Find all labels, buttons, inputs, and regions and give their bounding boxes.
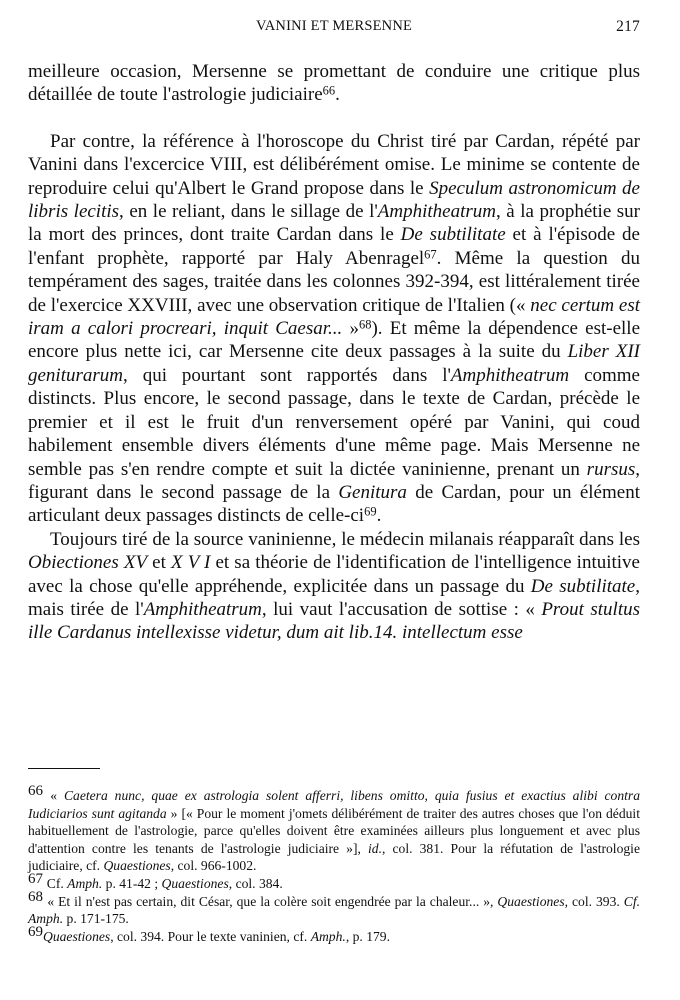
footnote-66	[28, 782, 640, 875]
text-run: meilleure occasion, Mersenne se promettant de conduire une critique plus détaillée de toute l'astrologie judiciaire	[28, 61, 640, 106]
text-run: et sa théorie de l'identification de l'intelligence intuitive avec la chose qu'elle appréhende, explicitée dans un passage du	[28, 552, 640, 597]
running-title: VANINI ET MERSENNE	[255, 18, 413, 34]
italic-run: Quaestiones	[497, 893, 565, 909]
italic-run: De subtilitate	[400, 224, 506, 246]
italic-run: rursus	[586, 458, 636, 480]
italic-run: Amphitheatrum	[143, 598, 262, 620]
text-run: « Et il n'est pas certain, dit César, que la colère soit engendrée par la chaleur... »,	[47, 893, 498, 909]
text-run: .	[335, 84, 340, 106]
text-run: Par contre, la référence à l'horoscope du Christ tiré par Cardan, répété par Vanini dans l'excercice VIII, est délibérément omise. Le minime se contente de reproduire celui qu'Albert le Grand propose dans le	[28, 130, 640, 199]
text-run: p. 41-42 ;	[102, 875, 162, 891]
text-run: , en le reliant, dans le sillage de l'	[119, 201, 378, 223]
italic-run: Amph.	[67, 875, 103, 891]
footnote-number: 66	[28, 782, 51, 799]
paragraph	[28, 60, 640, 107]
italic-run: X V I	[170, 552, 211, 574]
paragraph	[28, 130, 640, 528]
italic-run: nec certum est iram a calori procreari, inquit Caesar...	[28, 294, 641, 340]
text-run: » [« Pour le moment j'omets délibérément de traiter des autres choses que l'on déduit habituellement de l'astrologie, parce qu'elles doivent être examinées ailleurs plus longuement et avec plus d'attention contre les tenants de l'astrologie judiciaire »],	[28, 805, 640, 856]
text-run: , col. 393.	[564, 893, 624, 909]
italic-run: Amphitheatrum	[377, 201, 496, 223]
text-run: , à la prophétie sur la mort des princes, dont traite Cardan dans le	[28, 201, 641, 246]
text-run: , p. 179.	[345, 928, 390, 944]
italic-run: Liber XII geniturarum	[28, 341, 640, 386]
footnote-ref: 69	[364, 504, 377, 519]
italic-run: id.	[368, 840, 382, 856]
text-run: , col. 384.	[228, 875, 283, 891]
italic-run: Cf.	[623, 893, 641, 909]
italic-run: Genitura	[338, 481, 407, 503]
footnote-68	[28, 888, 641, 928]
italic-run: Caetera nunc, quae ex astrologia solent afferri, libens omitto, quia fusius et exactius alibi contra Iudiciarios sunt agitanda	[28, 788, 640, 821]
italic-run: Quaestiones	[161, 875, 229, 891]
footnote-number: 69	[28, 923, 43, 940]
text-run: , col. 394. Pour le texte vaninien, cf.	[110, 928, 311, 944]
text-run: Cf.	[46, 875, 68, 891]
text-run: »	[342, 318, 359, 340]
text-run: , lui vaut l'accusation de sottise : «	[261, 598, 542, 620]
text-run: ). Et même la dépendence est-elle encore plus nette ici, car Mersenne cite deux passages à la suite du	[28, 318, 641, 363]
text-run: , figurant dans le second passage de la	[28, 458, 640, 503]
italic-run: Amph.	[310, 928, 346, 944]
footnote-ref: 66	[322, 83, 336, 98]
text-run: de Cardan, pour un élément articulant deux passages distincts de celle-ci	[28, 481, 640, 527]
text-run: et à l'épisode de l'enfant prophète, rapporté par Haly Abenragel	[28, 224, 640, 269]
paragraph	[28, 528, 640, 645]
text-run: , qui pourtant sont rapportés dans l'	[123, 364, 451, 386]
text-run: p. 171-175.	[63, 911, 129, 927]
footnote-ref: 68	[358, 317, 372, 332]
italic-run: Prout stultus ille Cardanus intellexisse videtur, dum ait lib.14. intellectum esse	[28, 598, 640, 644]
footnote-ref: 67	[424, 247, 437, 262]
footnote-number: 67	[28, 870, 47, 887]
page-header	[28, 18, 640, 38]
page-number: 217	[616, 18, 640, 35]
italic-run: Speculum astronomicum de libris lecitis	[28, 177, 640, 223]
italic-run: Quaestiones	[103, 858, 171, 874]
text-run: , col. 966-1002.	[170, 858, 257, 874]
text-run: . Même la question du tempérament des sages, traitée dans les colonnes 392-394, est littéralement tirée de l'exercice XXVIII, avec une observation critique de l'Italien («	[28, 247, 641, 316]
footnote-number: 68	[28, 888, 48, 905]
text-run: , mais tirée de l'	[28, 575, 640, 620]
footnotes	[28, 782, 641, 945]
footnote-rule	[28, 768, 100, 769]
text-run: .	[376, 505, 382, 527]
text-run: «	[50, 788, 64, 803]
footnote-69	[28, 923, 640, 946]
italic-run: Amphitheatrum	[450, 364, 570, 386]
italic-run: Quaestiones	[43, 928, 111, 944]
text-run: Toujours tiré de la source vaninienne, le médecin milanais réapparaît dans les	[50, 528, 640, 550]
body-text	[28, 60, 640, 645]
text-run: , col. 381. Pour la réfutation de l'astrologie judiciaire, cf.	[28, 840, 640, 874]
text-run: et	[147, 552, 171, 574]
footnote-67	[28, 870, 640, 893]
italic-run: De subtilitate	[530, 575, 636, 597]
text-run: comme distincts. Plus encore, le second passage, dans le texte de Cardan, précède le premier et il est le fruit d'un renversement opéré par Vanini, qui coud habilement ensemble divers éléments d'une même page. Mais Mersenne ne semble pas s'en rendre compte et suit la dictée vaninienne, prenant un	[28, 364, 640, 480]
italic-run: Obiectiones XV	[28, 552, 148, 574]
italic-run: Amph.	[28, 911, 64, 927]
